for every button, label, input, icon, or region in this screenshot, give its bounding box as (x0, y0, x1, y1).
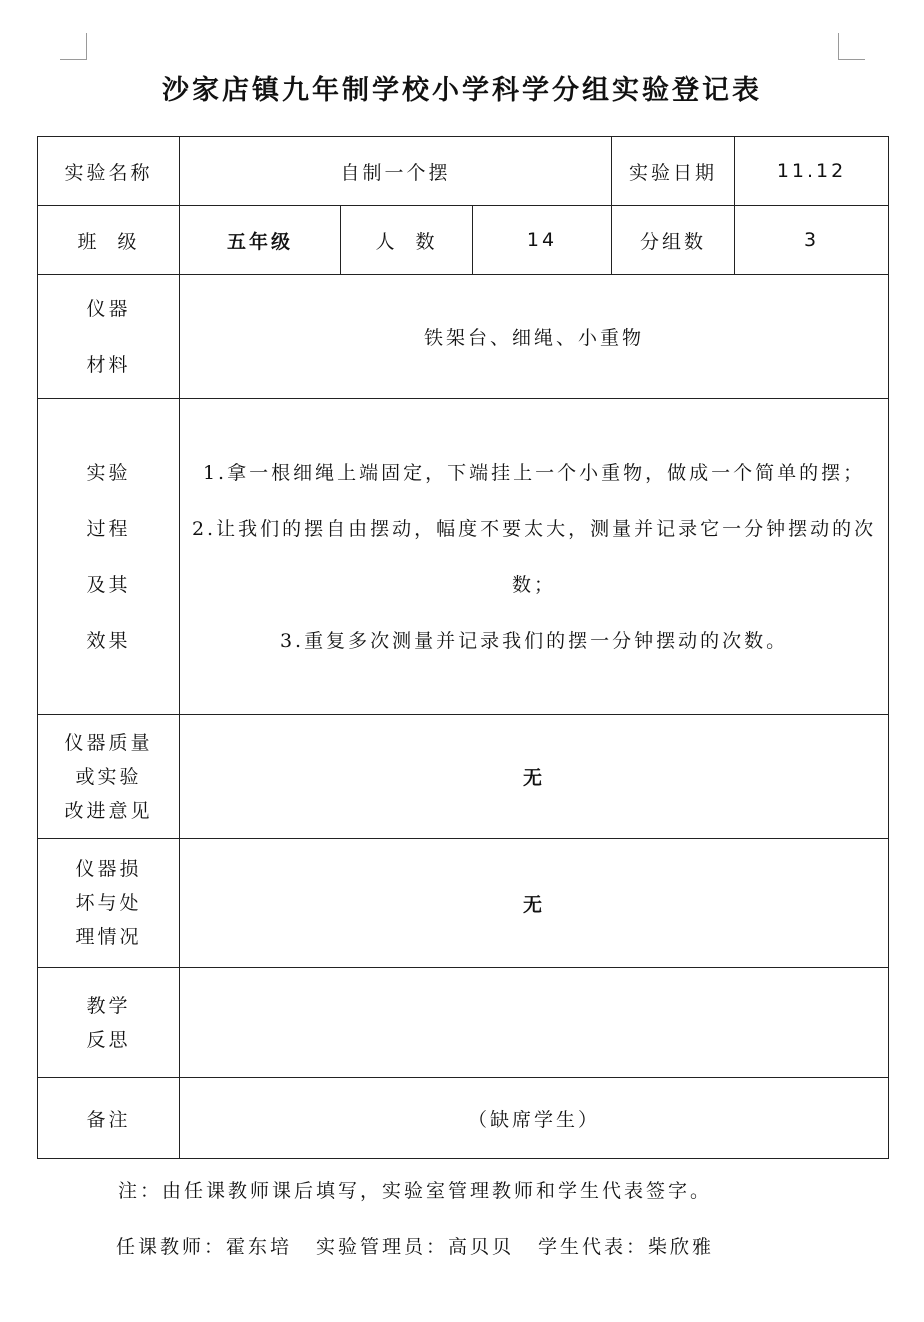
page-title: 沙家店镇九年制学校小学科学分组实验登记表 (162, 75, 762, 106)
lab-manager-signature: 实验管理员：高贝贝 (316, 1236, 515, 1258)
experiment-name-value: 自制一个摆 (180, 137, 612, 206)
quality-label-line: 仪器质量 (64, 731, 153, 754)
process-label (38, 399, 180, 715)
process-label-line: 过程 (86, 517, 131, 540)
student-rep-signature: 学生代表：柴欣雅 (538, 1236, 715, 1258)
experiment-date-value: 11.12 (735, 137, 889, 206)
experiment-record-table (37, 136, 889, 1159)
process-label-line: 效果 (86, 629, 131, 652)
group-count-value: 3 (735, 206, 889, 275)
table-row (38, 275, 889, 399)
quality-value: 无 (180, 715, 889, 839)
experiment-date-label: 实验日期 (612, 137, 735, 206)
signature-line (116, 1232, 714, 1259)
crop-mark-top-left (60, 33, 87, 60)
group-count-label: 分组数 (612, 206, 735, 275)
process-step: 1.拿一根细绳上端固定，下端挂上一个小重物，做成一个简单的摆； (202, 461, 866, 484)
materials-label-line: 仪器 (86, 297, 131, 320)
damage-label-line: 理情况 (75, 926, 142, 948)
process-step: 3.重复多次测量并记录我们的摆一分钟摆动的次数。 (279, 629, 789, 652)
materials-label-line: 材料 (86, 353, 131, 376)
student-count-label: 人 数 (341, 206, 473, 275)
quality-label-line: 改进意见 (64, 799, 153, 822)
materials-value: 铁架台、细绳、小重物 (180, 275, 889, 399)
experiment-name-label: 实验名称 (38, 137, 180, 206)
quality-label-line: 或实验 (75, 765, 142, 788)
damage-label-line: 仪器损 (75, 858, 142, 880)
table-row (38, 137, 889, 206)
quality-label (38, 715, 180, 839)
process-steps (180, 399, 889, 715)
process-label-line: 实验 (86, 461, 131, 484)
table-row (38, 206, 889, 275)
table-row (38, 839, 889, 968)
table-row (38, 968, 889, 1078)
materials-label (38, 275, 180, 399)
remarks-value: （缺席学生） (180, 1078, 889, 1159)
reflection-label-line: 反思 (86, 1028, 131, 1051)
reflection-label-line: 教学 (86, 994, 131, 1017)
damage-label-line: 坏与处 (75, 892, 142, 914)
damage-label (38, 839, 180, 968)
table-row (38, 1078, 889, 1159)
table-row (38, 715, 889, 839)
teacher-signature: 任课教师：霍东培 (116, 1236, 293, 1258)
process-label-line: 及其 (86, 573, 131, 596)
class-value: 五年级 (180, 206, 341, 275)
process-step: 2.让我们的摆自由摆动，幅度不要太大，测量并记录它一分钟摆动的次数； (191, 517, 877, 596)
student-count-value: 14 (473, 206, 612, 275)
class-label: 班 级 (38, 206, 180, 275)
reflection-value (180, 968, 889, 1078)
remarks-label: 备注 (38, 1078, 180, 1159)
table-row (38, 399, 889, 715)
crop-mark-top-right (838, 33, 865, 60)
footer-note: 注：由任课教师课后填写，实验室管理教师和学生代表签字。 (118, 1180, 713, 1202)
damage-value: 无 (180, 839, 889, 968)
reflection-label (38, 968, 180, 1078)
